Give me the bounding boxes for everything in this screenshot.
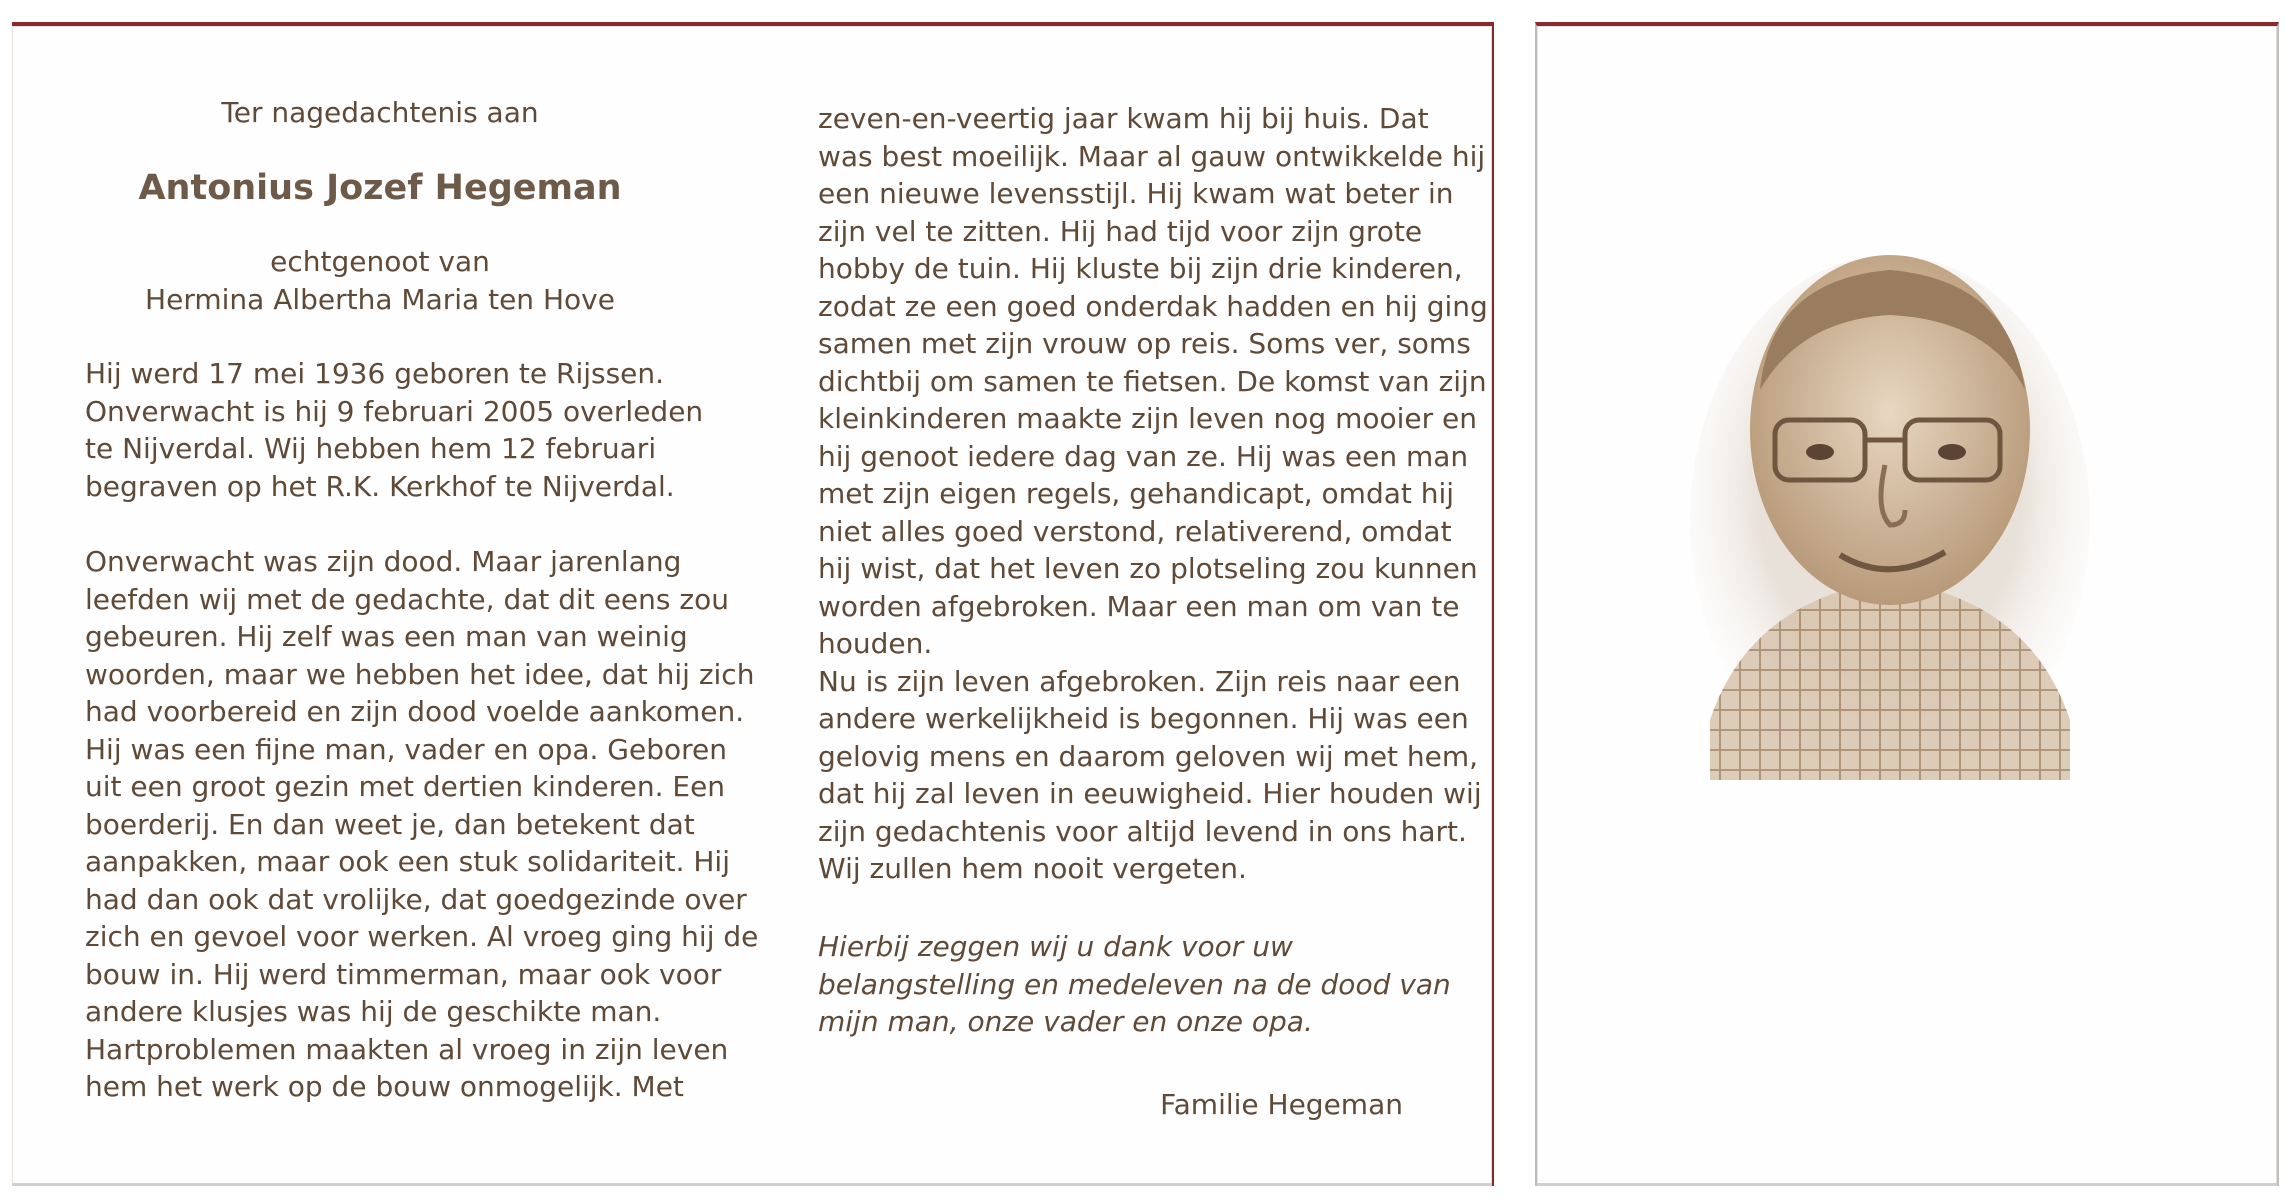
card-edge (1537, 1183, 2277, 1186)
biography-paragraph-right (818, 100, 1488, 888)
text-line: te Nijverdal. Wij hebben hem 12 februari (85, 432, 657, 465)
text-line: een nieuwe levensstijl. Hij kwam wat beter in (818, 177, 1454, 210)
text-line: Onverwacht is hij 9 februari 2005 overleden (85, 394, 704, 428)
text-line: begraven op het R.K. Kerkhof te Nijverdal. (85, 469, 675, 503)
text-line: hij wist, dat het leven zo plotseling zou kunnen (818, 552, 1478, 585)
family-signature: Familie Hegeman (1160, 1088, 1403, 1121)
thanks-paragraph (818, 928, 1451, 1041)
text-line: Hierbij zeggen wij u dank voor uw (818, 930, 1293, 963)
text-line: zich en gevoel voor werken. Al vroeg ging hij de (85, 920, 759, 953)
header-intro: Ter nagedachtenis aan (221, 96, 539, 129)
text-line: Nu is zijn leven afgebroken. Zijn reis naar een (818, 664, 1461, 698)
text-line: aanpakken, maar ook een stuk solidariteit. Hij (85, 845, 730, 878)
text-line: zijn gedachtenis voor altijd levend in ons hart. (818, 814, 1467, 848)
text-line: zodat ze een goed onderdak hadden en hij ging (818, 289, 1488, 323)
text-line: hobby de tuin. Hij kluste bij zijn drie kinderen, (818, 252, 1463, 285)
text-line: bouw in. Hij werd timmerman, maar ook voor (85, 957, 722, 991)
portrait-photo (1690, 240, 2090, 780)
spouse-name: Hermina Albertha Maria ten Hove (145, 283, 615, 316)
text-line: gebeuren. Hij zelf was een man van weinig (85, 620, 688, 653)
text-line: zeven-en-veertig jaar kwam hij bij huis. Dat (818, 102, 1429, 135)
birth-death-paragraph (85, 355, 704, 505)
text-line: Hij was een fijne man, vader en opa. Geboren (85, 732, 728, 766)
text-line: belangstelling en medeleven na de dood van (818, 967, 1451, 1001)
text-line: Onverwacht was zijn dood. Maar jarenlang (85, 545, 682, 578)
text-line: was best moeilijk. Maar al gauw ontwikkelde hij (818, 139, 1486, 173)
spouse-intro: echtgenoot van (270, 245, 490, 278)
text-line: Hij werd 17 mei 1936 geboren te Rijssen. (85, 357, 665, 390)
text-line: leefden wij met de gedachte, dat dit eens zou (85, 582, 729, 616)
text-line: worden afgebroken. Maar een man om van te (818, 589, 1460, 623)
text-line: dat hij zal leven in eeuwigheid. Hier houden wij (818, 777, 1482, 810)
text-line: had voorbereid en zijn dood voelde aankomen. (85, 695, 745, 728)
text-line: samen met zijn vrouw op reis. Soms ver, soms (818, 327, 1471, 360)
text-line: boerderij. En dan weet je, dan betekent dat (85, 807, 695, 841)
card-edge (12, 1183, 1492, 1186)
text-line: gelovig mens en daarom geloven wij met hem, (818, 739, 1479, 773)
text-line: uit een groot gezin met dertien kinderen. Een (85, 770, 726, 803)
text-line: met zijn eigen regels, gehandicapt, omdat hij (818, 477, 1455, 510)
text-line: mijn man, onze vader en onze opa. (818, 1005, 1313, 1038)
text-line: Hartproblemen maakten al vroeg in zijn leven (85, 1032, 729, 1066)
text-line: had dan ook dat vrolijke, dat goedgezinde over (85, 882, 747, 916)
text-line: zijn vel te zitten. Hij had tijd voor zijn grote (818, 214, 1423, 248)
text-line: dichtbij om samen te fietsen. De komst van zijn (818, 364, 1487, 398)
text-line: hem het werk op de bouw onmogelijk. Met (85, 1070, 684, 1103)
text-line: houden. (818, 627, 933, 660)
text-line: andere klusjes was hij de geschikte man. (85, 995, 662, 1028)
text-line: kleinkinderen maakte zijn leven nog mooier en (818, 402, 1477, 435)
biography-paragraph-left (85, 543, 759, 1106)
text-line: niet alles goed verstond, relativerend, omdat (818, 514, 1452, 548)
text-line: hij genoot iedere dag van ze. Hij was een man (818, 439, 1469, 473)
text-line: woorden, maar we hebben het idee, dat hij zich (85, 657, 755, 691)
text-line: Wij zullen hem nooit vergeten. (818, 852, 1247, 885)
text-line: andere werkelijkheid is begonnen. Hij was een (818, 702, 1469, 735)
deceased-name: Antonius Jozef Hegeman (138, 168, 622, 208)
